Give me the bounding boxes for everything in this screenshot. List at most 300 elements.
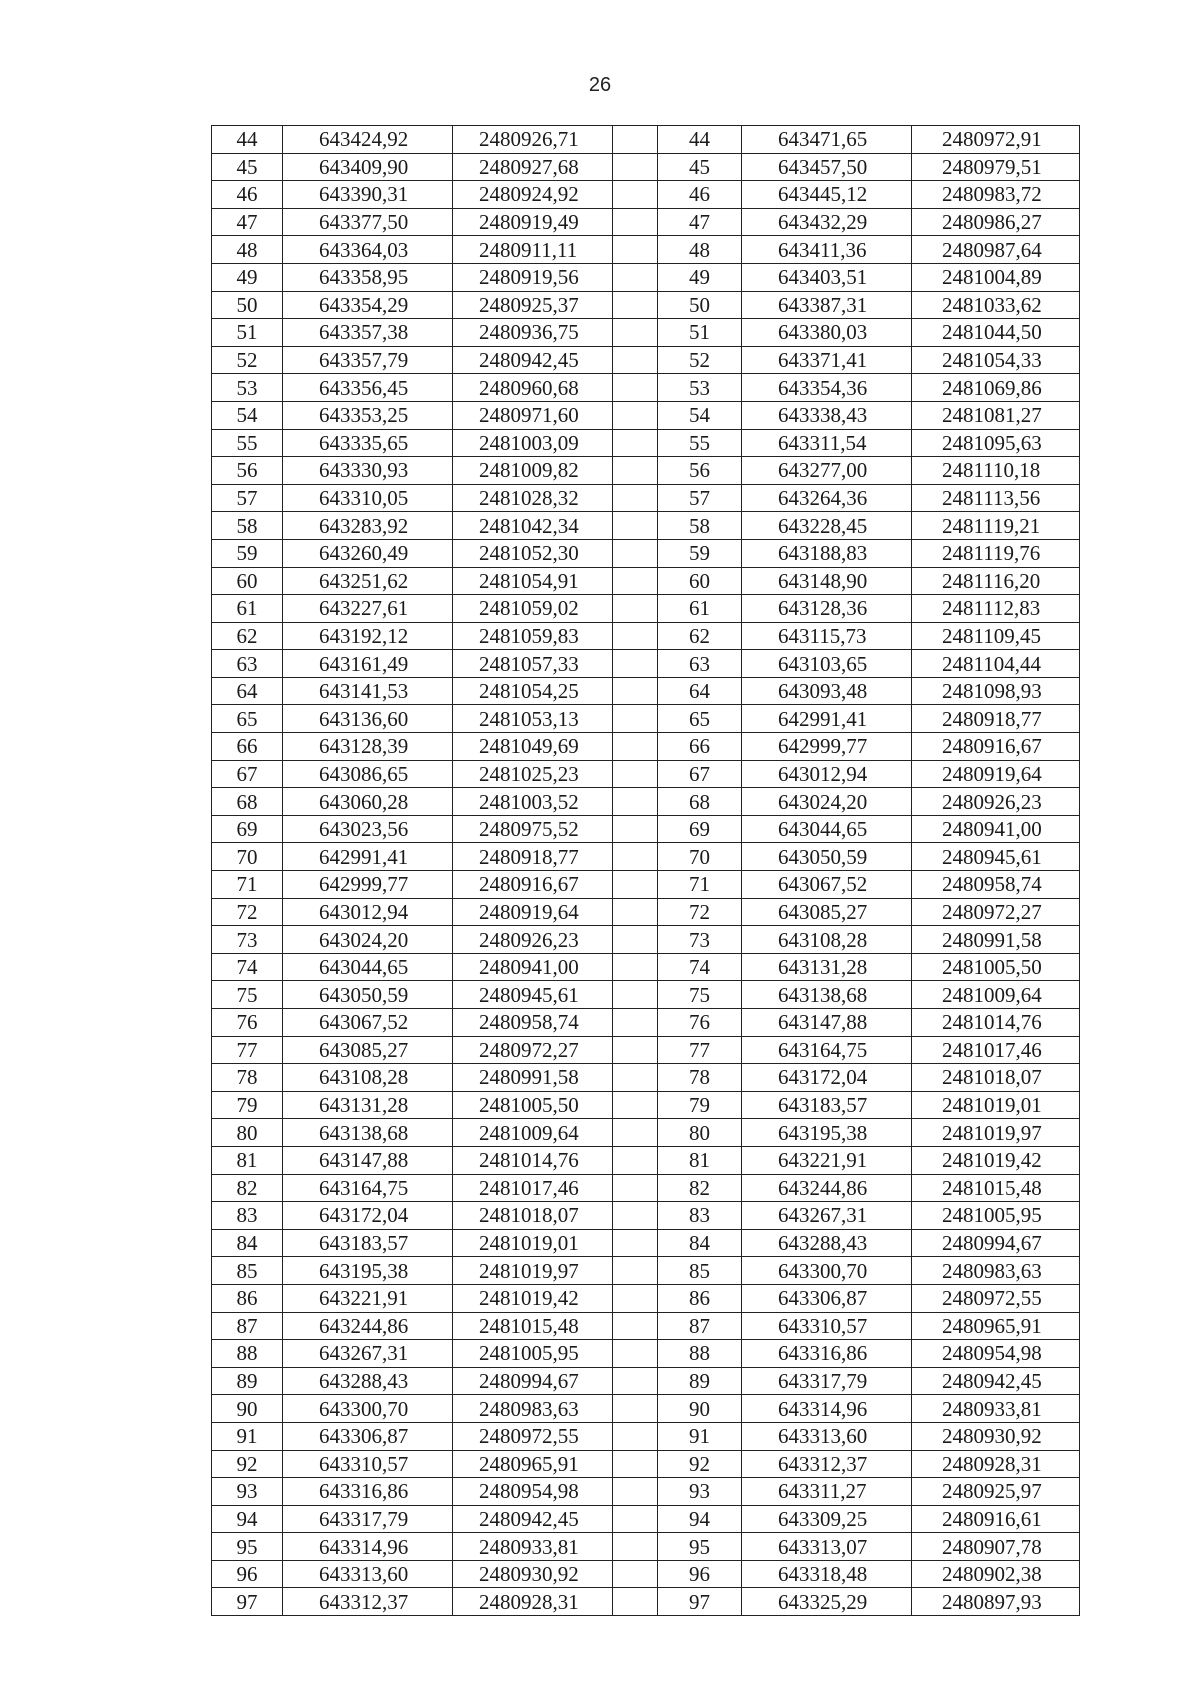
separator-cell bbox=[613, 1478, 658, 1506]
point-number-left: 59 bbox=[212, 539, 283, 567]
separator-cell bbox=[613, 126, 658, 154]
point-number-right: 89 bbox=[658, 1367, 742, 1395]
x-coordinate-right: 643338,43 bbox=[742, 401, 912, 429]
separator-cell bbox=[613, 401, 658, 429]
y-coordinate-right: 2480972,91 bbox=[912, 126, 1080, 154]
point-number-right: 50 bbox=[658, 291, 742, 319]
x-coordinate-right: 643313,07 bbox=[742, 1533, 912, 1561]
table-row bbox=[212, 374, 1080, 402]
y-coordinate-right: 2481009,64 bbox=[912, 981, 1080, 1009]
separator-cell bbox=[613, 622, 658, 650]
x-coordinate-right: 643183,57 bbox=[742, 1091, 912, 1119]
y-coordinate-left: 2481019,97 bbox=[453, 1257, 613, 1285]
separator-cell bbox=[613, 263, 658, 291]
separator-cell bbox=[613, 788, 658, 816]
table-row bbox=[212, 208, 1080, 236]
x-coordinate-right: 643147,88 bbox=[742, 1009, 912, 1037]
table-row bbox=[212, 1257, 1080, 1285]
y-coordinate-right: 2481017,46 bbox=[912, 1036, 1080, 1064]
x-coordinate-left: 643364,03 bbox=[283, 236, 453, 264]
separator-cell bbox=[613, 1036, 658, 1064]
y-coordinate-left: 2481005,50 bbox=[453, 1091, 613, 1119]
point-number-left: 60 bbox=[212, 567, 283, 595]
point-number-left: 90 bbox=[212, 1395, 283, 1423]
table-row bbox=[212, 1505, 1080, 1533]
y-coordinate-left: 2481057,33 bbox=[453, 650, 613, 678]
separator-cell bbox=[613, 236, 658, 264]
x-coordinate-left: 643161,49 bbox=[283, 650, 453, 678]
separator-cell bbox=[613, 1505, 658, 1533]
x-coordinate-left: 643060,28 bbox=[283, 788, 453, 816]
y-coordinate-left: 2480924,92 bbox=[453, 181, 613, 209]
x-coordinate-right: 643314,96 bbox=[742, 1395, 912, 1423]
x-coordinate-left: 643183,57 bbox=[283, 1229, 453, 1257]
x-coordinate-left: 643147,88 bbox=[283, 1146, 453, 1174]
table-row bbox=[212, 760, 1080, 788]
point-number-right: 68 bbox=[658, 788, 742, 816]
y-coordinate-left: 2480991,58 bbox=[453, 1064, 613, 1092]
point-number-left: 45 bbox=[212, 153, 283, 181]
y-coordinate-left: 2480972,55 bbox=[453, 1422, 613, 1450]
table-row bbox=[212, 236, 1080, 264]
y-coordinate-left: 2480954,98 bbox=[453, 1478, 613, 1506]
point-number-left: 97 bbox=[212, 1588, 283, 1616]
x-coordinate-right: 643012,94 bbox=[742, 760, 912, 788]
y-coordinate-right: 2480987,64 bbox=[912, 236, 1080, 264]
y-coordinate-right: 2481112,83 bbox=[912, 595, 1080, 623]
point-number-right: 97 bbox=[658, 1588, 742, 1616]
y-coordinate-left: 2480958,74 bbox=[453, 1009, 613, 1037]
separator-cell bbox=[613, 153, 658, 181]
table-row bbox=[212, 567, 1080, 595]
table-row bbox=[212, 291, 1080, 319]
y-coordinate-left: 2480930,92 bbox=[453, 1560, 613, 1588]
point-number-right: 44 bbox=[658, 126, 742, 154]
x-coordinate-left: 643314,96 bbox=[283, 1533, 453, 1561]
point-number-right: 83 bbox=[658, 1202, 742, 1230]
x-coordinate-left: 643390,31 bbox=[283, 181, 453, 209]
y-coordinate-left: 2481003,09 bbox=[453, 429, 613, 457]
x-coordinate-left: 643221,91 bbox=[283, 1284, 453, 1312]
y-coordinate-right: 2480979,51 bbox=[912, 153, 1080, 181]
point-number-left: 68 bbox=[212, 788, 283, 816]
y-coordinate-right: 2481119,76 bbox=[912, 539, 1080, 567]
y-coordinate-left: 2480925,37 bbox=[453, 291, 613, 319]
table-row bbox=[212, 319, 1080, 347]
x-coordinate-left: 643086,65 bbox=[283, 760, 453, 788]
table-row bbox=[212, 733, 1080, 761]
y-coordinate-right: 2481019,97 bbox=[912, 1119, 1080, 1147]
separator-cell bbox=[613, 567, 658, 595]
x-coordinate-right: 643103,65 bbox=[742, 650, 912, 678]
y-coordinate-left: 2481019,42 bbox=[453, 1284, 613, 1312]
separator-cell bbox=[613, 595, 658, 623]
point-number-left: 93 bbox=[212, 1478, 283, 1506]
table-row bbox=[212, 1202, 1080, 1230]
x-coordinate-right: 643311,27 bbox=[742, 1478, 912, 1506]
x-coordinate-right: 643138,68 bbox=[742, 981, 912, 1009]
x-coordinate-left: 643306,87 bbox=[283, 1422, 453, 1450]
x-coordinate-left: 643312,37 bbox=[283, 1588, 453, 1616]
y-coordinate-left: 2480936,75 bbox=[453, 319, 613, 347]
table-row bbox=[212, 788, 1080, 816]
table-row bbox=[212, 1312, 1080, 1340]
x-coordinate-left: 643310,57 bbox=[283, 1450, 453, 1478]
y-coordinate-right: 2480941,00 bbox=[912, 815, 1080, 843]
y-coordinate-left: 2481054,91 bbox=[453, 567, 613, 595]
point-number-left: 72 bbox=[212, 898, 283, 926]
y-coordinate-left: 2480994,67 bbox=[453, 1367, 613, 1395]
x-coordinate-right: 643277,00 bbox=[742, 457, 912, 485]
y-coordinate-left: 2480919,64 bbox=[453, 898, 613, 926]
x-coordinate-right: 643228,45 bbox=[742, 512, 912, 540]
x-coordinate-right: 643044,65 bbox=[742, 815, 912, 843]
x-coordinate-right: 643380,03 bbox=[742, 319, 912, 347]
table-row bbox=[212, 181, 1080, 209]
point-number-left: 77 bbox=[212, 1036, 283, 1064]
separator-cell bbox=[613, 1340, 658, 1368]
y-coordinate-left: 2481003,52 bbox=[453, 788, 613, 816]
point-number-right: 58 bbox=[658, 512, 742, 540]
point-number-right: 63 bbox=[658, 650, 742, 678]
point-number-right: 46 bbox=[658, 181, 742, 209]
point-number-right: 56 bbox=[658, 457, 742, 485]
x-coordinate-left: 642999,77 bbox=[283, 871, 453, 899]
y-coordinate-right: 2481095,63 bbox=[912, 429, 1080, 457]
x-coordinate-right: 643188,83 bbox=[742, 539, 912, 567]
y-coordinate-left: 2480933,81 bbox=[453, 1533, 613, 1561]
y-coordinate-right: 2480994,67 bbox=[912, 1229, 1080, 1257]
y-coordinate-left: 2480942,45 bbox=[453, 1505, 613, 1533]
point-number-left: 81 bbox=[212, 1146, 283, 1174]
y-coordinate-right: 2480983,63 bbox=[912, 1257, 1080, 1285]
y-coordinate-right: 2480972,55 bbox=[912, 1284, 1080, 1312]
x-coordinate-left: 643330,93 bbox=[283, 457, 453, 485]
x-coordinate-right: 643148,90 bbox=[742, 567, 912, 595]
point-number-left: 44 bbox=[212, 126, 283, 154]
y-coordinate-left: 2481059,02 bbox=[453, 595, 613, 623]
y-coordinate-left: 2480916,67 bbox=[453, 871, 613, 899]
y-coordinate-right: 2481018,07 bbox=[912, 1064, 1080, 1092]
x-coordinate-right: 643312,37 bbox=[742, 1450, 912, 1478]
table-row bbox=[212, 677, 1080, 705]
point-number-right: 76 bbox=[658, 1009, 742, 1037]
x-coordinate-left: 642991,41 bbox=[283, 843, 453, 871]
y-coordinate-right: 2481054,33 bbox=[912, 346, 1080, 374]
point-number-right: 49 bbox=[658, 263, 742, 291]
y-coordinate-right: 2480907,78 bbox=[912, 1533, 1080, 1561]
page-number: 26 bbox=[588, 74, 612, 96]
point-number-left: 85 bbox=[212, 1257, 283, 1285]
y-coordinate-left: 2481009,64 bbox=[453, 1119, 613, 1147]
x-coordinate-right: 643325,29 bbox=[742, 1588, 912, 1616]
x-coordinate-right: 643244,86 bbox=[742, 1174, 912, 1202]
separator-cell bbox=[613, 1091, 658, 1119]
point-number-right: 78 bbox=[658, 1064, 742, 1092]
point-number-right: 62 bbox=[658, 622, 742, 650]
x-coordinate-right: 643310,57 bbox=[742, 1312, 912, 1340]
point-number-right: 70 bbox=[658, 843, 742, 871]
point-number-left: 79 bbox=[212, 1091, 283, 1119]
point-number-right: 52 bbox=[658, 346, 742, 374]
point-number-right: 91 bbox=[658, 1422, 742, 1450]
separator-cell bbox=[613, 512, 658, 540]
point-number-right: 80 bbox=[658, 1119, 742, 1147]
x-coordinate-left: 643300,70 bbox=[283, 1395, 453, 1423]
y-coordinate-right: 2480928,31 bbox=[912, 1450, 1080, 1478]
y-coordinate-right: 2480930,92 bbox=[912, 1422, 1080, 1450]
table-row bbox=[212, 1422, 1080, 1450]
separator-cell bbox=[613, 760, 658, 788]
separator-cell bbox=[613, 981, 658, 1009]
point-number-left: 65 bbox=[212, 705, 283, 733]
separator-cell bbox=[613, 374, 658, 402]
table-row bbox=[212, 1340, 1080, 1368]
y-coordinate-left: 2481028,32 bbox=[453, 484, 613, 512]
y-coordinate-left: 2480942,45 bbox=[453, 346, 613, 374]
point-number-right: 87 bbox=[658, 1312, 742, 1340]
point-number-left: 67 bbox=[212, 760, 283, 788]
point-number-left: 88 bbox=[212, 1340, 283, 1368]
point-number-right: 66 bbox=[658, 733, 742, 761]
x-coordinate-right: 643024,20 bbox=[742, 788, 912, 816]
x-coordinate-right: 643128,36 bbox=[742, 595, 912, 623]
table-row bbox=[212, 705, 1080, 733]
separator-cell bbox=[613, 815, 658, 843]
table-row bbox=[212, 484, 1080, 512]
y-coordinate-right: 2481019,42 bbox=[912, 1146, 1080, 1174]
point-number-right: 67 bbox=[658, 760, 742, 788]
y-coordinate-left: 2480971,60 bbox=[453, 401, 613, 429]
x-coordinate-right: 643131,28 bbox=[742, 953, 912, 981]
x-coordinate-right: 643267,31 bbox=[742, 1202, 912, 1230]
x-coordinate-right: 642991,41 bbox=[742, 705, 912, 733]
y-coordinate-left: 2480960,68 bbox=[453, 374, 613, 402]
table-row bbox=[212, 539, 1080, 567]
point-number-left: 57 bbox=[212, 484, 283, 512]
point-number-right: 94 bbox=[658, 1505, 742, 1533]
y-coordinate-right: 2481110,18 bbox=[912, 457, 1080, 485]
y-coordinate-right: 2480897,93 bbox=[912, 1588, 1080, 1616]
x-coordinate-right: 643371,41 bbox=[742, 346, 912, 374]
y-coordinate-right: 2481015,48 bbox=[912, 1174, 1080, 1202]
separator-cell bbox=[613, 539, 658, 567]
point-number-left: 96 bbox=[212, 1560, 283, 1588]
table-row bbox=[212, 815, 1080, 843]
y-coordinate-left: 2480926,71 bbox=[453, 126, 613, 154]
y-coordinate-left: 2481005,95 bbox=[453, 1340, 613, 1368]
point-number-right: 57 bbox=[658, 484, 742, 512]
x-coordinate-left: 643050,59 bbox=[283, 981, 453, 1009]
point-number-right: 65 bbox=[658, 705, 742, 733]
table-row bbox=[212, 898, 1080, 926]
x-coordinate-left: 643192,12 bbox=[283, 622, 453, 650]
x-coordinate-left: 643085,27 bbox=[283, 1036, 453, 1064]
x-coordinate-right: 643264,36 bbox=[742, 484, 912, 512]
y-coordinate-right: 2481113,56 bbox=[912, 484, 1080, 512]
y-coordinate-left: 2481054,25 bbox=[453, 677, 613, 705]
x-coordinate-left: 643335,65 bbox=[283, 429, 453, 457]
table-row bbox=[212, 1174, 1080, 1202]
y-coordinate-left: 2480972,27 bbox=[453, 1036, 613, 1064]
x-coordinate-left: 643267,31 bbox=[283, 1340, 453, 1368]
point-number-right: 73 bbox=[658, 926, 742, 954]
point-number-left: 71 bbox=[212, 871, 283, 899]
table-row bbox=[212, 1560, 1080, 1588]
separator-cell bbox=[613, 1257, 658, 1285]
x-coordinate-right: 643108,28 bbox=[742, 926, 912, 954]
point-number-right: 53 bbox=[658, 374, 742, 402]
separator-cell bbox=[613, 1312, 658, 1340]
y-coordinate-left: 2481009,82 bbox=[453, 457, 613, 485]
x-coordinate-left: 643141,53 bbox=[283, 677, 453, 705]
y-coordinate-right: 2480945,61 bbox=[912, 843, 1080, 871]
point-number-left: 89 bbox=[212, 1367, 283, 1395]
point-number-left: 76 bbox=[212, 1009, 283, 1037]
separator-cell bbox=[613, 953, 658, 981]
point-number-left: 83 bbox=[212, 1202, 283, 1230]
y-coordinate-right: 2481116,20 bbox=[912, 567, 1080, 595]
point-number-right: 45 bbox=[658, 153, 742, 181]
x-coordinate-right: 642999,77 bbox=[742, 733, 912, 761]
y-coordinate-right: 2480954,98 bbox=[912, 1340, 1080, 1368]
point-number-left: 92 bbox=[212, 1450, 283, 1478]
y-coordinate-left: 2481049,69 bbox=[453, 733, 613, 761]
x-coordinate-left: 643024,20 bbox=[283, 926, 453, 954]
point-number-left: 62 bbox=[212, 622, 283, 650]
y-coordinate-right: 2481081,27 bbox=[912, 401, 1080, 429]
table-row bbox=[212, 512, 1080, 540]
x-coordinate-right: 643317,79 bbox=[742, 1367, 912, 1395]
point-number-right: 75 bbox=[658, 981, 742, 1009]
point-number-left: 75 bbox=[212, 981, 283, 1009]
point-number-right: 54 bbox=[658, 401, 742, 429]
table-row bbox=[212, 263, 1080, 291]
point-number-left: 56 bbox=[212, 457, 283, 485]
x-coordinate-left: 643067,52 bbox=[283, 1009, 453, 1037]
y-coordinate-left: 2481017,46 bbox=[453, 1174, 613, 1202]
point-number-left: 84 bbox=[212, 1229, 283, 1257]
x-coordinate-right: 643221,91 bbox=[742, 1146, 912, 1174]
separator-cell bbox=[613, 429, 658, 457]
separator-cell bbox=[613, 1450, 658, 1478]
separator-cell bbox=[613, 1395, 658, 1423]
point-number-right: 86 bbox=[658, 1284, 742, 1312]
x-coordinate-left: 643023,56 bbox=[283, 815, 453, 843]
y-coordinate-right: 2481104,44 bbox=[912, 650, 1080, 678]
x-coordinate-left: 643131,28 bbox=[283, 1091, 453, 1119]
y-coordinate-right: 2480965,91 bbox=[912, 1312, 1080, 1340]
table-row bbox=[212, 1588, 1080, 1616]
x-coordinate-right: 643316,86 bbox=[742, 1340, 912, 1368]
y-coordinate-right: 2480918,77 bbox=[912, 705, 1080, 733]
table-row bbox=[212, 401, 1080, 429]
y-coordinate-left: 2480945,61 bbox=[453, 981, 613, 1009]
point-number-right: 95 bbox=[658, 1533, 742, 1561]
x-coordinate-left: 643424,92 bbox=[283, 126, 453, 154]
x-coordinate-left: 643227,61 bbox=[283, 595, 453, 623]
separator-cell bbox=[613, 1560, 658, 1588]
table-row bbox=[212, 953, 1080, 981]
point-number-left: 64 bbox=[212, 677, 283, 705]
point-number-right: 71 bbox=[658, 871, 742, 899]
point-number-left: 78 bbox=[212, 1064, 283, 1092]
x-coordinate-right: 643115,73 bbox=[742, 622, 912, 650]
x-coordinate-right: 643288,43 bbox=[742, 1229, 912, 1257]
y-coordinate-right: 2481004,89 bbox=[912, 263, 1080, 291]
point-number-left: 73 bbox=[212, 926, 283, 954]
table-row bbox=[212, 1119, 1080, 1147]
x-coordinate-right: 643445,12 bbox=[742, 181, 912, 209]
x-coordinate-left: 643409,90 bbox=[283, 153, 453, 181]
y-coordinate-left: 2480928,31 bbox=[453, 1588, 613, 1616]
table-row bbox=[212, 1367, 1080, 1395]
x-coordinate-right: 643471,65 bbox=[742, 126, 912, 154]
y-coordinate-left: 2480965,91 bbox=[453, 1450, 613, 1478]
point-number-right: 74 bbox=[658, 953, 742, 981]
table-row bbox=[212, 1036, 1080, 1064]
y-coordinate-left: 2481014,76 bbox=[453, 1146, 613, 1174]
table-row bbox=[212, 843, 1080, 871]
point-number-left: 58 bbox=[212, 512, 283, 540]
separator-cell bbox=[613, 843, 658, 871]
point-number-right: 47 bbox=[658, 208, 742, 236]
y-coordinate-left: 2480975,52 bbox=[453, 815, 613, 843]
x-coordinate-right: 643306,87 bbox=[742, 1284, 912, 1312]
table-row bbox=[212, 153, 1080, 181]
separator-cell bbox=[613, 677, 658, 705]
point-number-right: 59 bbox=[658, 539, 742, 567]
point-number-right: 79 bbox=[658, 1091, 742, 1119]
y-coordinate-right: 2481069,86 bbox=[912, 374, 1080, 402]
point-number-left: 55 bbox=[212, 429, 283, 457]
x-coordinate-right: 643300,70 bbox=[742, 1257, 912, 1285]
point-number-left: 82 bbox=[212, 1174, 283, 1202]
point-number-right: 85 bbox=[658, 1257, 742, 1285]
x-coordinate-right: 643403,51 bbox=[742, 263, 912, 291]
y-coordinate-left: 2480926,23 bbox=[453, 926, 613, 954]
table-row bbox=[212, 1229, 1080, 1257]
x-coordinate-left: 643310,05 bbox=[283, 484, 453, 512]
table-row bbox=[212, 457, 1080, 485]
point-number-right: 81 bbox=[658, 1146, 742, 1174]
point-number-left: 48 bbox=[212, 236, 283, 264]
x-coordinate-right: 643313,60 bbox=[742, 1422, 912, 1450]
table-row bbox=[212, 871, 1080, 899]
x-coordinate-right: 643411,36 bbox=[742, 236, 912, 264]
x-coordinate-left: 643128,39 bbox=[283, 733, 453, 761]
point-number-left: 61 bbox=[212, 595, 283, 623]
table-row bbox=[212, 1064, 1080, 1092]
point-number-right: 61 bbox=[658, 595, 742, 623]
point-number-left: 51 bbox=[212, 319, 283, 347]
separator-cell bbox=[613, 733, 658, 761]
point-number-right: 55 bbox=[658, 429, 742, 457]
separator-cell bbox=[613, 208, 658, 236]
point-number-left: 74 bbox=[212, 953, 283, 981]
y-coordinate-right: 2480958,74 bbox=[912, 871, 1080, 899]
point-number-left: 53 bbox=[212, 374, 283, 402]
y-coordinate-right: 2481044,50 bbox=[912, 319, 1080, 347]
point-number-right: 96 bbox=[658, 1560, 742, 1588]
y-coordinate-right: 2481005,95 bbox=[912, 1202, 1080, 1230]
separator-cell bbox=[613, 181, 658, 209]
point-number-left: 95 bbox=[212, 1533, 283, 1561]
table-row bbox=[212, 1009, 1080, 1037]
y-coordinate-right: 2480926,23 bbox=[912, 788, 1080, 816]
y-coordinate-right: 2480972,27 bbox=[912, 898, 1080, 926]
x-coordinate-left: 643244,86 bbox=[283, 1312, 453, 1340]
